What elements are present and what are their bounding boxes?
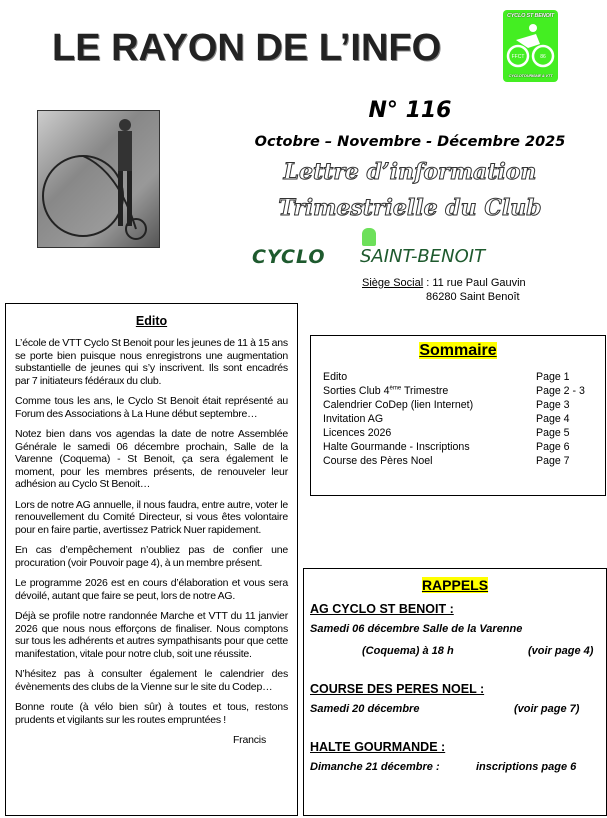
reminder-halte-ref: inscriptions page 6 [476,761,577,773]
subtitle-line-1: Lettre d’information [283,159,537,185]
reminder-halte-line: Dimanche 21 décembre : [310,761,440,773]
toc-item [323,384,593,398]
toc-page: Page 2 - 3 [536,385,585,397]
toc-item [323,454,593,468]
toc-page: Page 6 [536,441,570,453]
toc-label: Licences 2026 [323,427,392,439]
edito-paragraph: Notez bien dans vos agendas la date de notre Assemblée Générale le samedi 06 décembre prochain, Salle de la Varenne (Coquema) - St Benoit, ça sera également le moment, pour les membres présents, de renouveler leur adhésion au Cyclo St Benoit… [15,428,288,490]
newsletter-title: LE RAYON DE L’INFO [52,27,442,69]
toc-item [323,426,593,440]
toc-page: Page 3 [536,399,570,411]
siege-label: Siège Social [362,277,424,289]
logo-left-badge: FFCT [511,54,525,60]
logo-top-text: CYCLO ST BENOIT [506,13,555,19]
toc-label-text-after: Trimestre [401,385,449,397]
toc-label-sup: ème [389,385,402,392]
toc-label [323,384,536,398]
edito-paragraph: Déjà se profile notre randonnée Marche et VTT du 11 janvier 2026 que nous nous efforçons de finaliser. Nous comptons sur tous les adhérents et autres sympathisants pour que cette manifestation, vitale pour notre club, soit une réussite. [15,610,288,660]
reminder-ag-heading: AG CYCLO ST BENOIT : [310,602,454,616]
toc-item [323,370,593,384]
logo-bottom-text: CYCLOTOURISME & VTT [508,73,553,78]
edito-paragraph: L’école de VTT Cyclo St Benoit pour les jeunes de 11 à 15 ans se porte bien puisque nous enregistrons une augmentation substantielle de jeunes qui s’y inscrivent. Ils sont encadrés par 7 initiateurs fédéraux du club. [15,337,288,387]
reminder-ag-line-2: (Coquema) à 18 h [362,645,454,657]
issue-number: N° 116 [368,98,452,123]
toc-page: Page 1 [536,371,570,383]
issue-period: Octobre – Novembre - Décembre 2025 [254,134,566,150]
cyclist-icon [506,22,555,70]
siege-line-1: : 11 rue Paul Gauvin [423,277,526,289]
toc-label-text: Sorties Club 4 [323,385,390,397]
reminder-noel-line: Samedi 20 décembre [310,703,420,715]
sommaire-title: Sommaire [419,342,497,359]
penny-farthing-icon [38,111,159,247]
toc-item [323,440,593,454]
toc-page: Page 7 [536,455,570,467]
toc-label: Invitation AG [323,413,384,425]
logo-right-badge: 86 [540,54,546,60]
toc-label: Calendrier CoDep (lien Internet) [323,399,474,411]
toc-page: Page 5 [536,427,570,439]
rappels-title: RAPPELS [421,577,489,593]
club-logo [503,10,558,82]
siege-line-2: 86280 Saint Benoît [426,291,520,303]
edito-paragraph: N’hésitez pas à consulter également le calendrier des évènements des clubs de la Vienne sur le site du Codep… [15,668,288,693]
subtitle-line-2: Trimestrielle du Club [278,195,542,221]
toc-label: Halte Gourmande - Inscriptions [323,441,470,453]
reminder-noel-ref: (voir page 7) [514,703,580,715]
edito-paragraph: Le programme 2026 est en cours d’élaboration et vous sera dévoilé, autant que faire se peut, lors de notre AG. [15,577,288,602]
toc-label: Course des Pères Noel [323,455,433,467]
reminder-halte-heading: HALTE GOURMANDE : [310,740,446,754]
edito-signature: Francis [232,734,266,746]
head-office-address [362,276,526,304]
cyclist-figure-icon [362,228,376,246]
toc-page: Page 4 [536,413,570,425]
reminder-noel-heading: COURSE DES PERES NOEL : [310,682,485,696]
brand-cyclo: CYCLO [252,246,326,268]
reminder-ag-ref: (voir page 4) [528,645,594,657]
brand-logo [250,236,550,266]
edito-title: Edito [135,314,168,328]
reminders-box [303,568,607,816]
edito-paragraph: Lors de notre AG annuelle, il nous faudra, entre autre, voter le renouvellement du Comité Directeur, si vous êtes volontaire pour en faire partie, avertissez Patrick Nuer rapidement. [15,498,288,536]
edito-box [5,303,298,816]
toc-item [323,398,593,412]
table-of-contents [310,335,606,496]
toc-item [323,412,593,426]
brand-saint-benoit: SAINT-BENOIT [360,246,486,267]
penny-farthing-photo [37,110,160,248]
edito-paragraph: Bonne route (à vélo bien sûr) à toutes et tous, restons prudents et vigilants sur les routes empruntées ! [15,701,288,726]
reminder-ag-line-1: Samedi 06 décembre Salle de la Varenne [310,623,523,635]
toc-label: Edito [323,371,348,383]
edito-paragraph: Comme tous les ans, le Cyclo St Benoit était représenté au Forum des Associations à La Hune début septembre… [15,395,288,420]
edito-paragraph: En cas d’empêchement n’oubliez pas de confier une procuration (voir Pouvoir page 4), à un membre présent. [15,544,288,569]
